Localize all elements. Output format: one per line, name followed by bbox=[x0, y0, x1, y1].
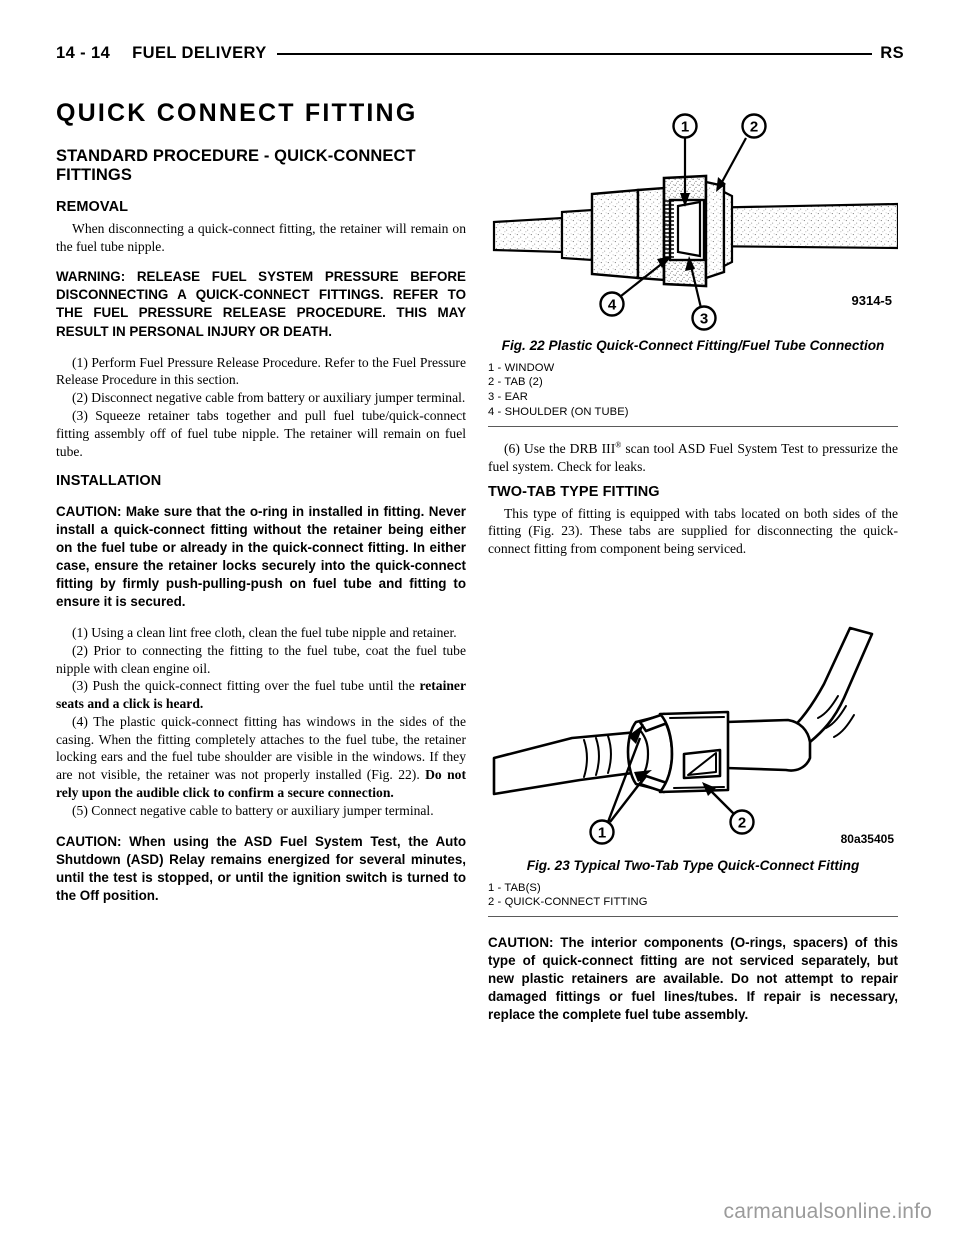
figure-23-id: 80a35405 bbox=[840, 832, 894, 847]
step-6-tail: scan tool ASD Fuel System Test to pressurize the fuel system. Check for leaks. bbox=[488, 440, 898, 474]
callout-bubble-4 bbox=[601, 293, 624, 316]
figure-22-legend bbox=[488, 361, 898, 420]
svg-text:4: 4 bbox=[607, 296, 617, 314]
two-tab-heading: TWO-TAB TYPE FITTING bbox=[488, 484, 660, 501]
svg-text:2: 2 bbox=[737, 814, 747, 832]
installation-step-4 bbox=[56, 713, 466, 802]
plastic-quick-connect-diagram bbox=[488, 100, 898, 332]
locking-ear bbox=[678, 202, 700, 256]
fitting-seam-top bbox=[670, 717, 724, 718]
fitting-body-taper bbox=[592, 190, 638, 278]
registered-mark-icon: ® bbox=[615, 440, 622, 450]
retainer-tab-lip bbox=[724, 192, 732, 266]
tube-collar bbox=[562, 210, 592, 260]
installation-step-3 bbox=[56, 677, 466, 713]
figure-23-caption: Fig. 23 Typical Two-Tab Type Quick-Connect Fitting bbox=[526, 858, 860, 874]
callout-bubble-2 bbox=[743, 115, 766, 138]
installation-step-4-emphasis: Do not rely upon the audible click to confirm a secure connection. bbox=[56, 767, 466, 801]
figure-23-divider bbox=[488, 916, 898, 917]
spacer bbox=[488, 475, 898, 484]
removal-step-3: (3) Squeeze retainer tabs together and pull fuel tube/quick-connect fitting assembly off of fuel tube nipple. The retainer will remain on fuel tube. bbox=[56, 407, 466, 459]
callout-bubble-1 bbox=[674, 115, 697, 138]
svg-text:1: 1 bbox=[597, 824, 607, 842]
removal-heading: REMOVAL bbox=[56, 199, 129, 216]
standard-procedure-heading: STANDARD PROCEDURE - QUICK-CONNECT FITTINGS bbox=[56, 146, 416, 184]
figure-22-caption: Fig. 22 Plastic Quick-Connect Fitting/Fuel Tube Connection bbox=[501, 338, 885, 353]
two-tab-body: This type of fitting is equipped with tabs located on both sides of the fitting (Fig. 23). These tabs are supplied for disconnecting the quick-connect fitting from component being serviced. bbox=[488, 505, 898, 557]
figure-23-artwork bbox=[488, 572, 898, 852]
legend-item: 1 - WINDOW bbox=[488, 361, 555, 374]
installation-caution: CAUTION: Make sure that the o-ring in installed in fitting. Never install a quick-connect fitting without the retainer being either on the fuel tube or already in the quick-connect fitting. In either case, ensure the retainer locks securely into the quick-connect fitting by firmly push-pulling-push on fuel tube and fitting to ensure it is secured. bbox=[56, 503, 466, 609]
page-title: QUICK CONNECT FITTING bbox=[56, 99, 418, 127]
spacer bbox=[56, 460, 466, 473]
tube-shoulder-ribs bbox=[663, 201, 674, 257]
spacer bbox=[488, 917, 898, 934]
site-watermark: carmanualsonline.info bbox=[723, 1200, 932, 1223]
interior-components-caution: CAUTION: The interior components (O-rings, spacers) of this type of quick-connect fitting are not serviced separately, but new plastic retainers are available. Do not attempt to repair damaged fittings or fuel lines/tubes. If repair is necessary, replace the complete fuel tube assembly. bbox=[488, 935, 898, 1023]
callout-bubble-2 bbox=[731, 811, 754, 834]
figure-22 bbox=[488, 100, 898, 427]
spacer bbox=[56, 494, 466, 503]
section-title: FUEL DELIVERY bbox=[132, 43, 267, 62]
spacer bbox=[56, 341, 466, 354]
legend-item: 3 - EAR bbox=[488, 391, 528, 404]
manual-code: RS bbox=[880, 43, 904, 62]
installation-step-5: (5) Connect negative cable to battery or auxiliary jumper terminal. bbox=[72, 802, 434, 818]
callout-leader-2 bbox=[716, 138, 746, 192]
removal-step-2: (2) Disconnect negative cable from battery or auxiliary jumper terminal. bbox=[72, 390, 466, 406]
callout-bubble-1 bbox=[591, 821, 614, 844]
figure-23 bbox=[488, 572, 898, 917]
installation-step-3-emphasis: retainer seats and a click is heard. bbox=[56, 678, 466, 712]
spacer bbox=[488, 427, 898, 440]
legend-item: 4 - SHOULDER (ON TUBE) bbox=[488, 405, 629, 418]
svg-text:3: 3 bbox=[699, 310, 709, 328]
page-folio: 14 - 14 bbox=[56, 43, 111, 62]
removal-warning: WARNING: RELEASE FUEL SYSTEM PRESSURE BEFORE DISCONNECTING A QUICK-CONNECT FITTINGS. REFER TO THE FUEL PRESSURE RELEASE PROCEDURE. THIS MAY RESULT IN PERSONAL INJURY OR DEATH. bbox=[56, 269, 466, 339]
hose-elbow bbox=[726, 720, 810, 771]
figure-23-legend bbox=[488, 881, 898, 911]
installation-step-3-text: (3) Push the quick-connect fitting over the fuel tube until the bbox=[72, 678, 420, 694]
two-tab-fitting-diagram bbox=[488, 572, 898, 852]
retainer-tab-ring bbox=[706, 182, 724, 278]
legend-item: 2 - QUICK-CONNECT FITTING bbox=[488, 896, 648, 909]
installation-step-2: (2) Prior to connecting the fitting to the fuel tube, coat the fuel tube nipple with clean engine oil. bbox=[56, 642, 466, 676]
installation-step-1: (1) Using a clean lint free cloth, clean the fuel tube nipple and retainer. bbox=[72, 624, 457, 640]
figure-22-artwork bbox=[488, 100, 898, 332]
installation-step-6 bbox=[488, 440, 898, 476]
removal-intro: When disconnecting a quick-connect fitting, the retainer will remain on the fuel tube nipple. bbox=[56, 220, 466, 254]
callout-leader-1 bbox=[680, 136, 690, 207]
spacer bbox=[56, 820, 466, 833]
spacer bbox=[56, 611, 466, 624]
step-6-lead: (6) Use the DRB III bbox=[504, 440, 616, 456]
installation-heading: INSTALLATION bbox=[56, 473, 162, 490]
page-header bbox=[56, 40, 904, 66]
header-rule bbox=[277, 53, 873, 55]
svg-text:1: 1 bbox=[680, 118, 690, 136]
figure-22-id: 9314-5 bbox=[851, 293, 892, 308]
legend-item: 2 - TAB (2) bbox=[488, 376, 543, 389]
callout-bubble-3 bbox=[693, 307, 716, 330]
hose-left bbox=[494, 732, 640, 794]
left-column bbox=[56, 100, 466, 905]
right-column bbox=[488, 100, 898, 1024]
installation-step-4-text: (4) The plastic quick-connect fitting has windows in the sides of the casing. When the fitting completely attaches to the fuel tube, the retainer locking ears and the fuel tube shoulder are visible in the windows. If they are not visible, the retainer was not properly installed (Fig. 22). bbox=[56, 713, 466, 783]
removal-step-1: (1) Perform Fuel Pressure Release Procedure. Refer to the Fuel Pressure Release Procedure in this section. bbox=[56, 354, 466, 388]
figure-22-divider bbox=[488, 426, 898, 427]
fitting-seam-bottom bbox=[674, 787, 724, 788]
legend-item: 1 - TAB(S) bbox=[488, 881, 541, 894]
asd-caution: CAUTION: When using the ASD Fuel System Test, the Auto Shutdown (ASD) Relay remains energized for several minutes, until the test is stopped, or until the ignition switch is turned to the Off position. bbox=[56, 833, 466, 903]
fuel-tube-left bbox=[494, 218, 562, 252]
spacer bbox=[56, 255, 466, 268]
svg-text:2: 2 bbox=[749, 118, 759, 136]
